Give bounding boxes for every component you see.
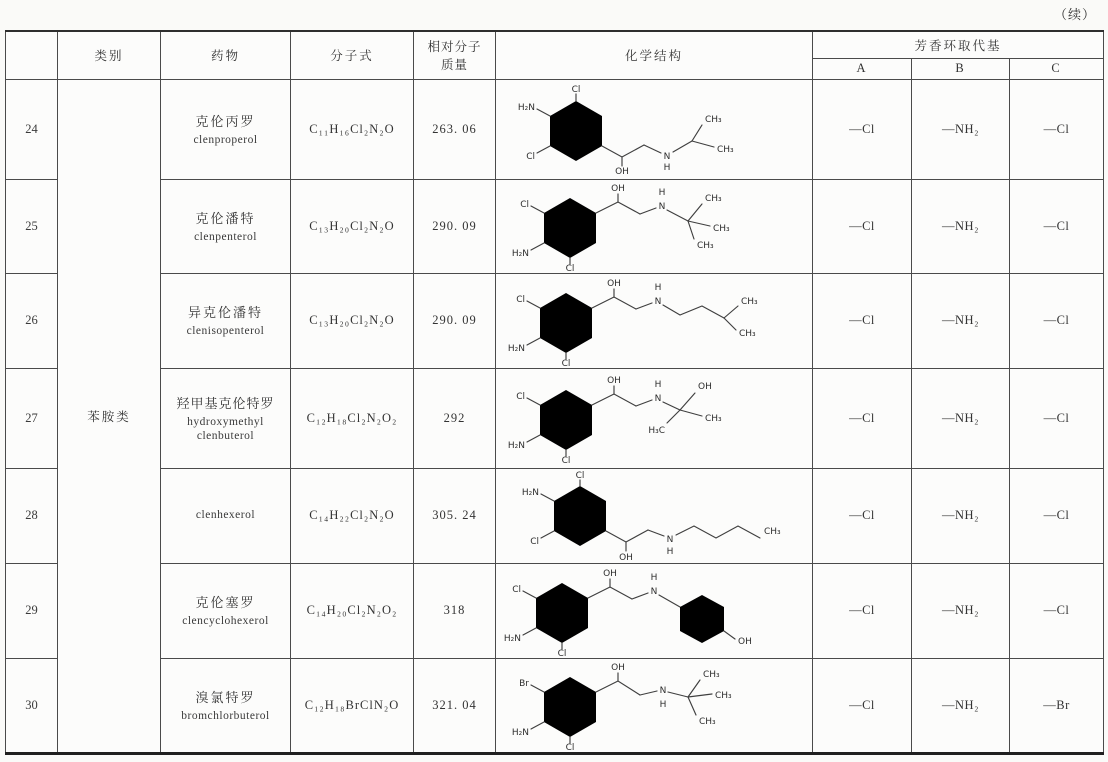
structure-cell — [496, 468, 813, 563]
drug-name-en: clenisopenterol — [186, 325, 265, 338]
structure-drawing — [504, 275, 804, 367]
substituent-b: —NH₂ — [912, 79, 1010, 179]
drug-name-en: clenhexerol — [195, 509, 256, 522]
atom-label: CH₃ — [699, 717, 716, 727]
drug-name-cn: 克伦丙罗 — [195, 113, 256, 129]
atom-label: H₂N — [521, 487, 539, 498]
atom-label: OH — [619, 552, 633, 562]
row-number: 24 — [6, 79, 58, 179]
atom-label: Cl — [571, 85, 581, 95]
row-number: 25 — [6, 179, 58, 273]
atom-label: H₂N — [507, 343, 525, 354]
header-formula: 分子式 — [291, 31, 414, 79]
substituent-c: —Cl — [1010, 368, 1104, 468]
drug-name-cn: 溴氯特罗 — [195, 689, 256, 705]
structure-drawing — [504, 83, 804, 175]
structure-drawing — [504, 372, 804, 464]
category-cell: 苯胺类 — [58, 79, 161, 753]
table-row — [6, 468, 1104, 563]
drug-name-cn: 克伦塞罗 — [195, 595, 256, 611]
atom-label: OH — [603, 568, 617, 579]
molecular-formula: C₁₂H₁₈BrClN₂O — [291, 658, 414, 753]
atom-label: H — [654, 282, 662, 293]
atom-label: H — [658, 188, 666, 198]
table-row — [6, 368, 1104, 468]
atom-label: CH₃ — [705, 115, 722, 125]
drug-name-cell — [161, 79, 291, 179]
drug-name-cn: 克伦潘特 — [195, 210, 256, 226]
substituent-a: —Cl — [813, 658, 912, 753]
header-row-main — [6, 31, 1104, 58]
atom-label: Cl — [565, 743, 575, 751]
structure-drawing — [504, 180, 804, 272]
drug-name-en: clenproperol — [193, 133, 258, 146]
atom-label: OH — [738, 636, 752, 647]
drug-name-en: clencyclohexerol — [182, 615, 269, 628]
substituent-b: —NH₂ — [912, 468, 1010, 563]
atom-label: OH — [607, 376, 621, 386]
structure-drawing — [504, 659, 804, 751]
structure-cell — [496, 273, 813, 368]
substituent-c: —Cl — [1010, 468, 1104, 563]
atom-label: OH — [611, 663, 625, 673]
substituent-a: —Cl — [813, 368, 912, 468]
atom-label: CH₃ — [739, 328, 756, 339]
atom-label: OH — [611, 184, 625, 194]
substituent-b: —NH₂ — [912, 368, 1010, 468]
atom-label: Cl — [557, 648, 567, 657]
atom-label: Cl — [565, 264, 575, 272]
molecular-formula: C₁₄H₂₂Cl₂N₂O — [291, 468, 414, 563]
header-substituents: 芳香环取代基 — [813, 31, 1104, 58]
header-index — [6, 31, 58, 79]
row-number: 30 — [6, 658, 58, 753]
header-sub-c: C — [1010, 58, 1104, 79]
header-mass-line1: 相对分子 — [427, 40, 482, 55]
atom-label: H₂N — [504, 633, 521, 644]
substituent-b: —NH₂ — [912, 563, 1010, 658]
row-number: 26 — [6, 273, 58, 368]
row-number: 27 — [6, 368, 58, 468]
atom-label: H₂N — [517, 103, 535, 113]
table-row — [6, 563, 1104, 658]
drug-name-cell — [161, 273, 291, 368]
atom-label: OH — [615, 167, 629, 175]
substituent-b: —NH₂ — [912, 273, 1010, 368]
header-category: 类别 — [58, 31, 161, 79]
atom-label: N — [666, 534, 674, 545]
atom-label: N — [658, 202, 666, 212]
table-row — [6, 273, 1104, 368]
molecular-formula: C₁₂H₁₈Cl₂N₂O₂ — [291, 368, 414, 468]
drug-name-en: bromchlorbuterol — [181, 709, 270, 722]
drug-name-cell — [161, 468, 291, 563]
atom-label: Cl — [530, 536, 539, 547]
atom-label: N — [654, 296, 662, 307]
atom-label: Br — [519, 679, 529, 689]
atom-label: CH₃ — [705, 414, 722, 424]
atom-label: CH₃ — [741, 296, 758, 307]
compound-table — [5, 30, 1104, 755]
atom-label: H₂N — [511, 728, 529, 738]
atom-label: CH₃ — [715, 691, 732, 701]
table-row — [6, 179, 1104, 273]
drug-name-cell — [161, 368, 291, 468]
atom-label: CH₃ — [703, 670, 720, 680]
table-row — [6, 658, 1104, 753]
header-molecular-mass — [414, 31, 496, 79]
atom-label: CH₃ — [717, 145, 734, 155]
atom-label: H₂N — [507, 441, 525, 451]
header-structure: 化学结构 — [496, 31, 813, 79]
atom-label: Cl — [561, 456, 571, 464]
atom-label: N — [659, 686, 667, 696]
atom-label: H₃C — [648, 426, 665, 436]
substituent-c: —Cl — [1010, 273, 1104, 368]
row-number: 29 — [6, 563, 58, 658]
drug-name-en: hydroxymethyl clenbuterol — [187, 415, 264, 443]
structure-cell — [496, 79, 813, 179]
atom-label: H — [666, 546, 674, 557]
header-drug: 药物 — [161, 31, 291, 79]
atom-label: H — [650, 572, 658, 583]
molecular-mass: 290. 09 — [414, 273, 496, 368]
header-mass-line2: 质量 — [440, 58, 468, 73]
atom-label: H — [654, 380, 662, 390]
molecular-mass: 263. 06 — [414, 79, 496, 179]
table-row — [6, 79, 1104, 179]
drug-name-cell — [161, 563, 291, 658]
molecular-mass: 321. 04 — [414, 658, 496, 753]
atom-label: Cl — [526, 152, 535, 162]
substituent-c: —Br — [1010, 658, 1104, 753]
substituent-a: —Cl — [813, 273, 912, 368]
substituent-c: —Cl — [1010, 79, 1104, 179]
header-sub-b: B — [912, 58, 1010, 79]
atom-label: Cl — [516, 392, 525, 402]
atom-label: H — [663, 163, 671, 173]
molecular-mass: 290. 09 — [414, 179, 496, 273]
substituent-c: —Cl — [1010, 563, 1104, 658]
drug-name-cell — [161, 658, 291, 753]
atom-label: Cl — [516, 294, 525, 305]
atom-label: OH — [698, 382, 712, 392]
atom-label: OH — [607, 278, 621, 289]
atom-label: Cl — [520, 200, 529, 210]
structure-drawing — [504, 565, 804, 657]
drug-name-cell — [161, 179, 291, 273]
drug-name-en: clenpenterol — [194, 230, 257, 243]
atom-label: CH₃ — [697, 241, 714, 251]
atom-label: N — [663, 152, 671, 162]
molecular-mass: 318 — [414, 563, 496, 658]
molecular-mass: 305. 24 — [414, 468, 496, 563]
molecular-formula: C₁₃H₂₀Cl₂N₂O — [291, 273, 414, 368]
structure-cell — [496, 658, 813, 753]
substituent-a: —Cl — [813, 563, 912, 658]
atom-label: H₂N — [511, 249, 529, 259]
atom-label: CH₃ — [705, 194, 722, 204]
drug-name-cn: 异克伦潘特 — [187, 305, 263, 321]
atom-label: CH₃ — [764, 526, 781, 537]
atom-label: CH₃ — [713, 224, 730, 234]
header-sub-a: A — [813, 58, 912, 79]
molecular-formula: C₁₁H₁₆Cl₂N₂O — [291, 79, 414, 179]
structure-cell — [496, 368, 813, 468]
drug-name-cn: 羟甲基克伦特罗 — [176, 395, 275, 411]
atom-label: Cl — [561, 358, 571, 367]
molecular-mass: 292 — [414, 368, 496, 468]
molecular-formula: C₁₃H₂₀Cl₂N₂O — [291, 179, 414, 273]
continued-marker: （续） — [1053, 7, 1096, 22]
substituent-a: —Cl — [813, 179, 912, 273]
substituent-c: —Cl — [1010, 179, 1104, 273]
row-number: 28 — [6, 468, 58, 563]
substituent-a: —Cl — [813, 79, 912, 179]
atom-label: Cl — [512, 584, 521, 595]
structure-cell — [496, 179, 813, 273]
atom-label: H — [659, 700, 667, 710]
atom-label: N — [650, 586, 658, 597]
structure-cell — [496, 563, 813, 658]
atom-label: N — [654, 394, 662, 404]
atom-label: Cl — [575, 470, 585, 481]
substituent-b: —NH₂ — [912, 658, 1010, 753]
molecular-formula: C₁₄H₂₀Cl₂N₂O₂ — [291, 563, 414, 658]
structure-drawing — [504, 470, 804, 562]
substituent-b: —NH₂ — [912, 179, 1010, 273]
substituent-a: —Cl — [813, 468, 912, 563]
